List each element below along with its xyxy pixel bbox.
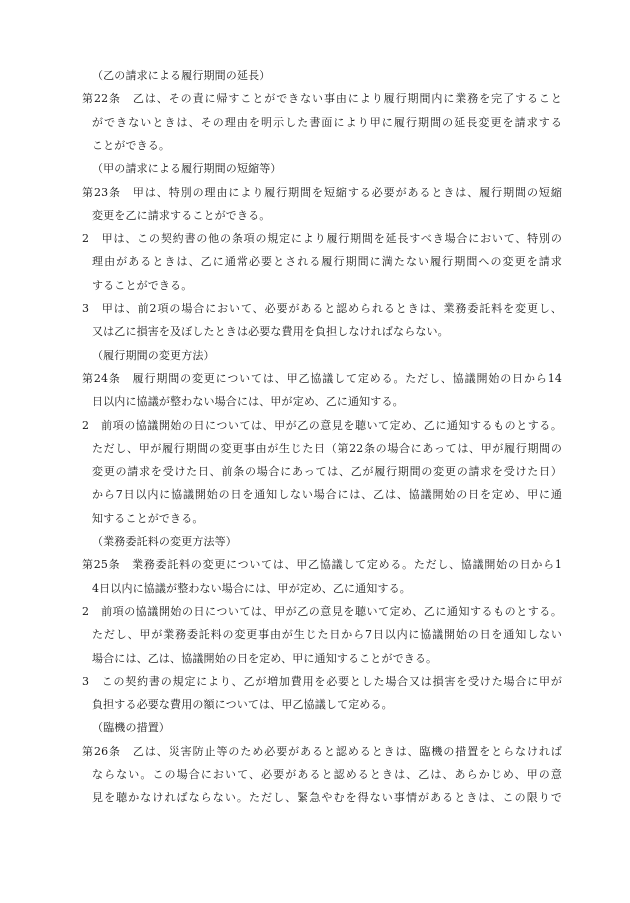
article-line: 第23条 甲は、特別の理由により履行期間を短縮する必要があるときは、履行期間の短縮 [82,185,562,199]
continuation-line: ただし、甲が履行期間の変更事由が生じた日（第22条の場合にあっては、甲が履行期間の [92,441,562,455]
continuation-line: 負担する必要な費用の額については、甲乙協議して定める。 [92,698,393,712]
article-line: 第22条 乙は、その責に帰すことができない事由により履行期間内に業務を完了すること [82,92,562,106]
continuation-line: 知することができる。 [92,511,204,525]
continuation-line: 場合には、乙は、協議開始の日を定め、甲に通知することができる。 [92,651,438,665]
continuation-line: 又は乙に損害を及ぼしたときは必要な費用を負担しなければならない。 [92,325,449,339]
article-line: 3 この契約書の規定により、乙が増加費用を必要とした場合又は損害を受けた場合に甲が [82,674,562,688]
continuation-line: 理由があるときは、乙に通常必要とされる履行期間に満たない履行期間への変更を請求 [92,255,562,269]
article-line: 第24条 履行期間の変更については、甲乙協議して定める。ただし、協議開始の日から14 [82,371,562,385]
article-line: 2 前項の協議開始の日については、甲が乙の意見を聴いて定め、乙に通知するものとする。 [82,604,562,618]
continuation-line: ならない。この場合において、必要があると認めるときは、乙は、あらかじめ、甲の意 [92,768,562,781]
article-line: 第25条 業務委託料の変更については、甲乙協議して定める。ただし、協議開始の日から1 [82,558,562,572]
section-heading: （乙の請求による履行期間の延長） [92,69,271,82]
continuation-line: ことができる。 [92,138,171,152]
article-line: 2 甲は、この契約書の他の条項の規定により履行期間を延長すべき場合において、特別の [82,232,562,246]
section-heading: （臨機の措置） [92,721,171,735]
continuation-line: することができる。 [92,278,193,292]
continuation-line: 4日以内に協議が整わない場合には、甲が定め、乙に通知する。 [92,581,411,595]
continuation-line: 変更の請求を受けた日、前条の場合にあっては、乙が履行期間の変更の請求を受けた日） [92,465,562,479]
continuation-line: ただし、甲が業務委託料の変更事由が生じた日から7日以内に協議開始の日を通知しない [92,628,562,642]
continuation-line: 見を聴かなければならない。ただし、緊急やむを得ない事情があるときは、この限りで [92,791,562,805]
continuation-line: 日以内に協議が整わない場合には、甲が定め、乙に通知する。 [92,395,404,409]
continuation-line: 変更を乙に請求することができる。 [92,208,271,222]
section-heading: （履行期間の変更方法） [92,348,215,362]
section-heading: （甲の請求による履行期間の短縮等） [92,162,282,176]
article-line: 3 甲は、前2項の場合において、必要があると認められるときは、業務委託料を変更し、 [82,302,562,315]
section-heading: （業務委託料の変更方法等） [92,535,237,548]
article-line: 第26条 乙は、災害防止等のため必要があると認めるときは、臨機の措置をとらなければ [82,744,562,758]
article-line: 2 前項の協議開始の日については、甲が乙の意見を聴いて定め、乙に通知するものとする。 [82,418,562,432]
continuation-line: から7日以内に協議開始の日を通知しない場合には、乙は、協議開始の日を定め、甲に通 [92,488,562,502]
continuation-line: ができないときは、その理由を明示した書面により甲に履行期間の延長変更を請求する [92,115,562,129]
